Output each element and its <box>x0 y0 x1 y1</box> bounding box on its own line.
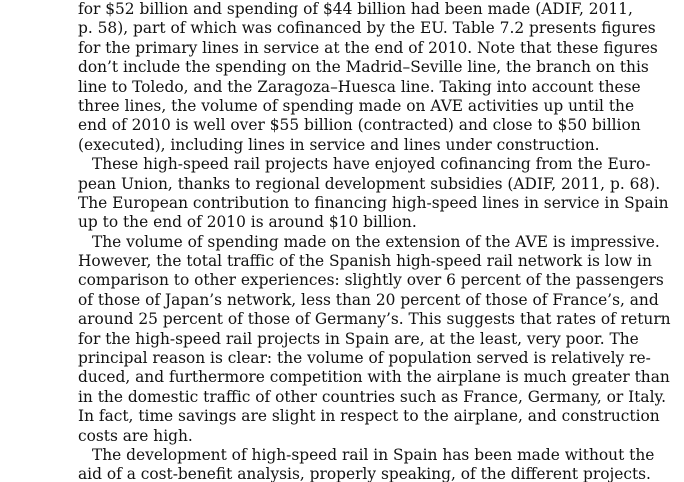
text-line: duced, and furthermore competition with the airplane is much greater than <box>78 368 670 387</box>
text-line: The European contribution to financing high-speed lines in service in Spain <box>78 193 669 212</box>
text-line: costs are high. <box>78 426 193 445</box>
paragraph-2 <box>78 155 669 233</box>
text-line: for the primary lines in service at the end of 2010. Note that these figures <box>78 38 658 57</box>
text-line: The development of high-speed rail in Spain has been made without the <box>92 445 655 464</box>
text-line: pean Union, thanks to regional development subsidies (ADIF, 2011, p. 68). <box>78 174 661 193</box>
text-line: for $52 billion and spending of $44 billion had been made (ADIF, 2011, <box>78 0 633 18</box>
paragraph-3 <box>78 232 671 446</box>
text-line: in the domestic traffic of other countries such as France, Germany, or Italy. <box>78 387 667 406</box>
text-line: The volume of spending made on the extension of the AVE is impressive. <box>92 232 660 251</box>
text-line: around 25 percent of those of Germany’s. This suggests that rates of return <box>78 310 671 329</box>
text-line: These high-speed rail projects have enjoyed cofinancing from the Euro- <box>92 155 651 174</box>
text-line: up to the end of 2010 is around $10 billion. <box>78 213 417 232</box>
body-text <box>78 0 671 482</box>
text-line: principal reason is clear: the volume of population served is relatively re- <box>78 349 651 368</box>
text-line: end of 2010 is well over $55 billion (contracted) and close to $50 billion <box>78 116 641 135</box>
paragraph-4 <box>78 445 655 482</box>
text-line: for the high-speed rail projects in Spain are, at the least, very poor. The <box>78 329 639 348</box>
text-line: aid of a cost-benefit analysis, properly speaking, of the different projects. <box>78 465 651 482</box>
text-line: line to Toledo, and the Zaragoza–Huesca line. Taking into account these <box>78 77 641 96</box>
text-line: don’t include the spending on the Madrid–Seville line, the branch on this <box>78 58 649 77</box>
text-line: p. 58), part of which was cofinanced by the EU. Table 7.2 presents figures <box>78 19 656 38</box>
text-line: comparison to other experiences: slightly over 6 percent of the passengers <box>78 271 664 290</box>
text-line: In fact, time savings are slight in respect to the airplane, and construction <box>78 407 660 426</box>
paragraph-1 <box>78 0 658 155</box>
text-line: However, the total traffic of the Spanish high-speed rail network is low in <box>78 252 652 271</box>
text-line: three lines, the volume of spending made on AVE activities up until the <box>78 96 635 115</box>
text-line: (executed), including lines in service and lines under construction. <box>78 135 600 154</box>
text-line: of those of Japan’s network, less than 20 percent of those of France’s, and <box>78 290 659 309</box>
